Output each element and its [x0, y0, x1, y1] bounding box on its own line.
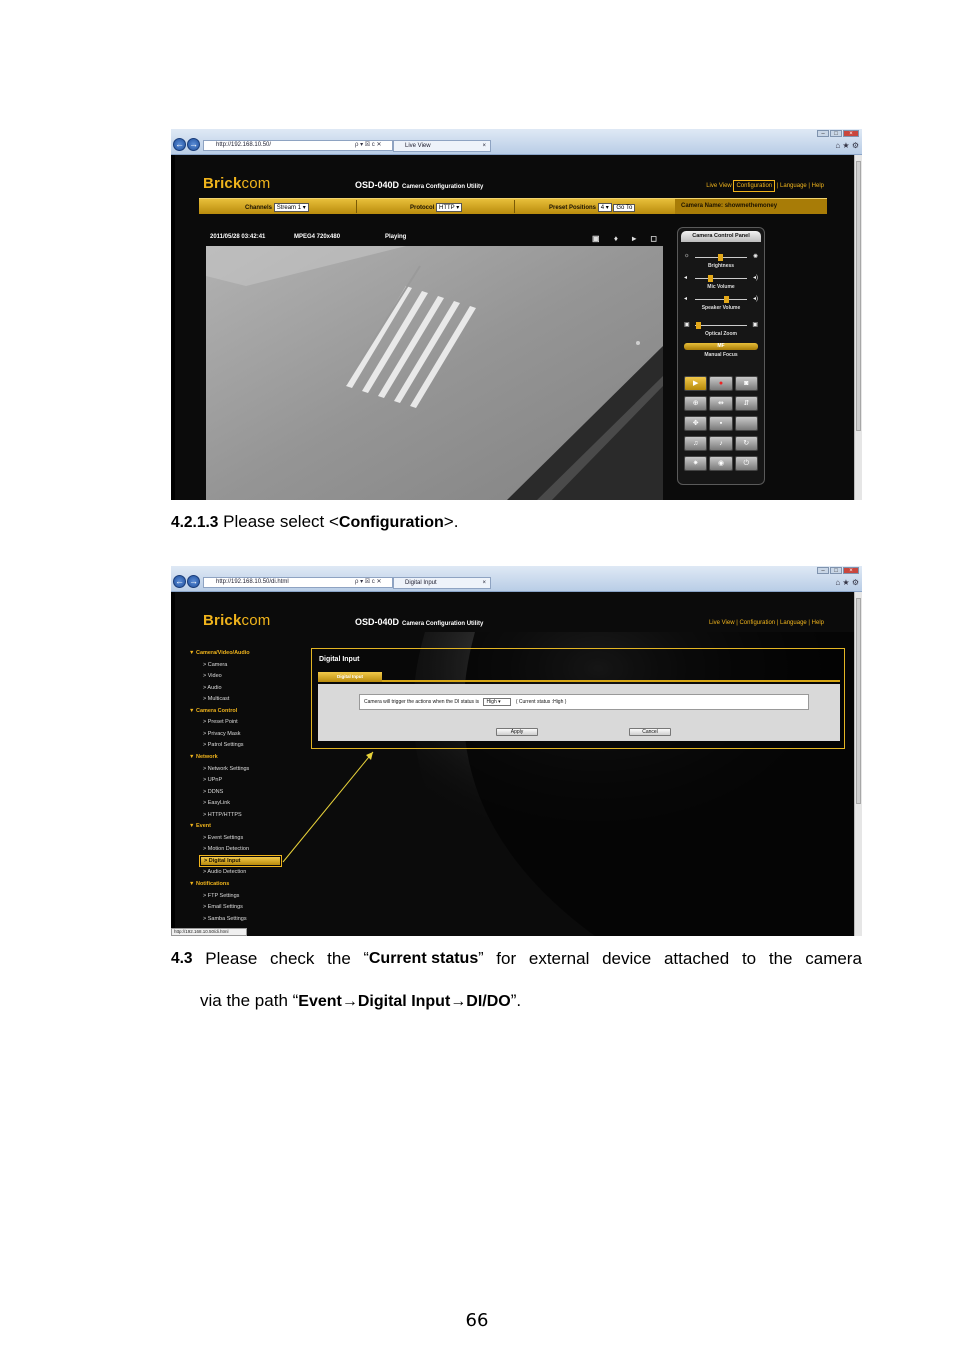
- video-info-bar: [210, 229, 665, 245]
- digital-input-screenshot: [171, 566, 862, 936]
- video-datetime: 2011/05/28 03:42:41: [210, 234, 266, 240]
- speaker-volume-slider[interactable]: [684, 296, 758, 316]
- top-navigation: [706, 183, 824, 189]
- protocol-group: [410, 203, 462, 212]
- caption-bold: Configuration: [338, 514, 444, 531]
- maximize-button[interactable]: □: [830, 130, 842, 137]
- address-tools[interactable]: ρ ▾ ☒ c ✕: [355, 142, 382, 148]
- window-controls: [817, 130, 859, 137]
- caption-path-bold: Event→Digital Input→DI/DO: [298, 993, 511, 1010]
- maximize-button[interactable]: □: [830, 567, 842, 574]
- flip-vertical-icon[interactable]: ⇵: [735, 396, 758, 411]
- nav-configuration[interactable]: Configuration: [733, 180, 775, 192]
- step-number: 4.3: [171, 950, 193, 967]
- volume-low-icon: ◂: [684, 275, 688, 281]
- sidebar-section[interactable]: ▼ Camera Control: [189, 707, 238, 714]
- video-codec: MPEG4 720x480: [294, 234, 341, 240]
- nav-help[interactable]: Help: [811, 620, 824, 626]
- caption-word: to: [741, 949, 757, 968]
- browser-tab[interactable]: [393, 140, 491, 152]
- di-trigger-text: Camera will trigger the actions when the DI status is: [364, 699, 480, 705]
- page-scrollbar[interactable]: [854, 155, 862, 500]
- slider-knob[interactable]: [696, 322, 701, 329]
- sun-low-icon: ☼: [684, 253, 690, 259]
- page-number: 66: [465, 1310, 489, 1331]
- camera-web-app: [175, 155, 854, 500]
- toolbar-divider: [514, 200, 515, 213]
- manual-focus-bar[interactable]: MF: [684, 343, 758, 350]
- forward-arrow-icon[interactable]: →: [189, 139, 198, 149]
- nav-language[interactable]: Language: [780, 620, 807, 626]
- caption-word: camera: [805, 949, 862, 968]
- tab-digital-input[interactable]: Digital Input: [318, 672, 382, 682]
- volume-high-icon: ◂): [752, 296, 758, 302]
- sidebar-section[interactable]: ▼ Event: [189, 823, 211, 830]
- panel-title: Digital Input: [319, 656, 360, 663]
- back-arrow-icon[interactable]: ←: [175, 576, 184, 586]
- sun-high-icon: ✺: [752, 254, 758, 260]
- di-status-select[interactable]: High ▾: [483, 698, 511, 706]
- sidebar-item[interactable]: > HTTP/HTTPS: [203, 811, 242, 818]
- tab-close-icon[interactable]: ×: [482, 580, 486, 586]
- digital-zoom-icon[interactable]: ⊕: [684, 396, 707, 411]
- slider-knob[interactable]: [718, 254, 723, 261]
- blank-button[interactable]: [735, 416, 758, 431]
- zoom-tele-icon: ▣: [752, 322, 758, 328]
- caption-text-end: >.: [443, 512, 459, 531]
- speaker-volume-label: Speaker Volume: [701, 305, 741, 311]
- slider-knob[interactable]: [708, 275, 713, 282]
- page-scrollbar[interactable]: [854, 592, 862, 936]
- brightness-label: Brightness: [707, 263, 735, 269]
- sidebar-item[interactable]: > Network Settings: [203, 765, 250, 772]
- video-area: [204, 229, 665, 500]
- zoom-wide-icon: ▣: [684, 322, 690, 328]
- tab-title: Live View: [405, 143, 431, 149]
- camera-control-panel: [677, 227, 765, 485]
- sidebar-section[interactable]: ▼ Notifications: [189, 881, 230, 887]
- step-number: 4.2.1.3: [171, 514, 219, 531]
- caption-check-status: [171, 949, 862, 969]
- top-navigation: [709, 620, 824, 626]
- talk-icon[interactable]: ♪: [709, 436, 732, 451]
- caption-path: [200, 991, 521, 1012]
- caption-text: Please select <: [223, 512, 339, 531]
- browser-toolbar-icons[interactable]: ⌂ ★ ⚙: [835, 141, 859, 150]
- di-status-row: [359, 694, 809, 710]
- back-arrow-icon[interactable]: ←: [175, 139, 184, 149]
- sidebar-item[interactable]: > DDNS: [203, 788, 224, 795]
- nav-live-view[interactable]: Live View: [708, 620, 735, 626]
- browser-chrome: [171, 129, 862, 155]
- volume-high-icon: ◂): [752, 275, 758, 281]
- brickcom-logo: Brickcom: [203, 612, 271, 629]
- close-button[interactable]: ×: [843, 130, 859, 137]
- sidebar-item[interactable]: > Patrol Settings: [203, 742, 244, 749]
- nav-live-view[interactable]: Live View: [706, 183, 732, 189]
- browser-toolbar-icons[interactable]: ⌂ ★ ⚙: [835, 578, 859, 587]
- caption-word: check: [270, 949, 315, 968]
- sidebar-item[interactable]: > Video: [203, 673, 222, 680]
- caption-word: the: [327, 949, 351, 968]
- sidebar-item[interactable]: > Camera: [203, 661, 228, 668]
- digital-input-form: [318, 684, 840, 741]
- status-bar-url: http://192.168.10.50/di.html: [171, 928, 247, 936]
- brightness-slider[interactable]: [684, 254, 758, 274]
- sidebar-item[interactable]: > FTP Settings: [203, 892, 240, 899]
- sidebar-section[interactable]: ▼ Network: [189, 753, 218, 760]
- forward-arrow-icon[interactable]: →: [189, 576, 198, 586]
- caption-text-end: ”.: [510, 991, 522, 1010]
- sidebar-section[interactable]: ▼ Camera/Video/Audio: [189, 650, 250, 656]
- toolbar-divider: [356, 200, 357, 213]
- minimize-button[interactable]: –: [817, 130, 829, 137]
- tab-close-icon[interactable]: ×: [482, 143, 486, 149]
- sidebar-item-selected[interactable]: [199, 855, 282, 867]
- sidebar-item-label: > Digital Input: [201, 857, 280, 865]
- channels-select[interactable]: Stream 1 ▾: [274, 203, 309, 212]
- digital-input-panel: [311, 648, 845, 749]
- window-icon[interactable]: ▪: [709, 416, 732, 431]
- caption-word: for: [496, 949, 517, 968]
- target-icon[interactable]: ◉: [709, 456, 732, 471]
- channels-label: Channels: [245, 205, 273, 211]
- caption-word: the: [768, 949, 793, 968]
- nav-language[interactable]: Language: [780, 183, 807, 189]
- ptz-move-icon[interactable]: ✥: [684, 416, 707, 431]
- live-video-feed: [206, 246, 663, 500]
- preset-group: [549, 203, 635, 212]
- protocol-label: Protocol: [410, 205, 435, 211]
- snapshot-icon[interactable]: ◙: [735, 376, 758, 391]
- nav-separator: |: [736, 620, 738, 626]
- camera-name: Camera Name: showmethemoney: [675, 199, 827, 214]
- browser-tab[interactable]: [393, 577, 491, 589]
- address-bar[interactable]: http://192.168.10.50/: [203, 140, 393, 151]
- live-view-screenshot: [171, 129, 862, 500]
- mic-volume-label: Mic Volume: [707, 284, 735, 290]
- sidebar-item[interactable]: > Privacy Mask: [203, 730, 241, 737]
- video-frame-image: [206, 246, 663, 500]
- camera-web-app: [175, 592, 854, 936]
- address-bar[interactable]: http://192.168.10.50/di.html: [203, 577, 393, 588]
- caption-word: attached: [663, 949, 730, 968]
- nav-configuration[interactable]: Configuration: [739, 620, 776, 626]
- model-title: OSD-040D Camera Configuration Utility: [355, 180, 484, 190]
- volume-low-icon: ◂: [684, 296, 688, 302]
- stream-toolbar: [199, 198, 827, 214]
- caption-word: external: [528, 949, 590, 968]
- video-control-icons[interactable]: ▣ ♦ ▸ ◻: [592, 234, 663, 243]
- caption-current-status: “Current status”: [363, 950, 484, 967]
- optical-zoom-slider[interactable]: [684, 322, 758, 342]
- caption-text: via the path “: [200, 991, 299, 1010]
- nav-separator: |: [776, 183, 779, 189]
- channels-group: [245, 203, 309, 212]
- preset-label: Preset Positions: [549, 205, 597, 211]
- brickcom-logo: Brickcom: [203, 175, 271, 192]
- sidebar-item[interactable]: > Event Settings: [203, 834, 244, 841]
- window-controls: [817, 567, 859, 574]
- flip-horizontal-icon[interactable]: ⇹: [709, 396, 732, 411]
- current-status-text: ( Current status :High ): [515, 699, 567, 705]
- tab-bar: [318, 672, 840, 682]
- preset-select[interactable]: 4 ▾: [598, 203, 612, 212]
- minimize-button[interactable]: –: [817, 567, 829, 574]
- sidebar-item[interactable]: > Audio: [203, 684, 222, 691]
- nav-separator: |: [808, 183, 810, 189]
- sidebar-item[interactable]: > UPnP: [203, 777, 223, 784]
- optical-zoom-label: Optical Zoom: [705, 331, 737, 337]
- sidebar-item[interactable]: > Multicast: [203, 696, 230, 703]
- sidebar-item[interactable]: > Preset Point: [203, 719, 238, 726]
- sidebar-item[interactable]: > Samba Settings: [203, 915, 247, 922]
- sidebar-item[interactable]: > Audio Detection: [203, 869, 247, 876]
- sidebar-item[interactable]: > Motion Detection: [203, 846, 250, 853]
- nav-separator: |: [776, 620, 779, 626]
- sidebar-item[interactable]: > Email Settings: [203, 904, 243, 911]
- model-title: OSD-040D Camera Configuration Utility: [355, 617, 484, 627]
- record-icon[interactable]: ●: [709, 376, 732, 391]
- light-icon[interactable]: ✷: [684, 456, 707, 471]
- goto-button[interactable]: Go To: [613, 204, 635, 212]
- nav-help[interactable]: Help: [811, 183, 824, 189]
- sidebar-item[interactable]: > EasyLink: [203, 800, 231, 807]
- cancel-button[interactable]: Cancel: [629, 728, 671, 736]
- listen-icon[interactable]: ♫: [684, 436, 707, 451]
- rotate-icon[interactable]: ↻: [735, 436, 758, 451]
- caption-word: Please: [205, 949, 258, 968]
- manual-focus-label: Manual Focus: [704, 352, 738, 358]
- panel-title: Camera Control Panel: [681, 231, 761, 242]
- background-swoosh: [175, 592, 854, 936]
- slider-knob[interactable]: [724, 296, 729, 303]
- caption-word: device: [602, 949, 652, 968]
- caption-select-configuration: [171, 512, 458, 533]
- tab-title: Digital Input: [405, 580, 437, 586]
- apply-button[interactable]: Apply: [496, 728, 538, 736]
- power-icon[interactable]: ⏻: [735, 456, 758, 471]
- mic-volume-slider[interactable]: [684, 275, 758, 295]
- play-icon[interactable]: ▶: [684, 376, 707, 391]
- close-button[interactable]: ×: [843, 567, 859, 574]
- video-status: Playing: [385, 234, 407, 240]
- protocol-select[interactable]: HTTP ▾: [436, 203, 462, 212]
- nav-separator: |: [808, 620, 810, 626]
- browser-chrome: [171, 566, 862, 592]
- address-tools[interactable]: ρ ▾ ☒ c ✕: [355, 579, 382, 585]
